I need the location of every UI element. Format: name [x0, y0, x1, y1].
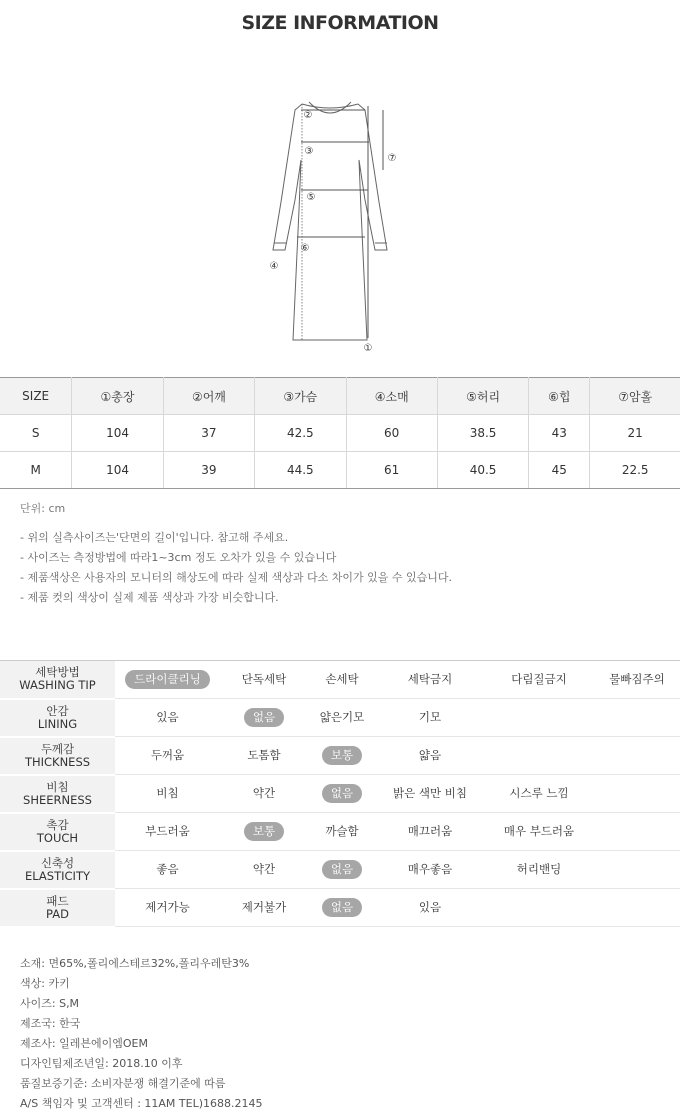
care-option-cell — [115, 813, 220, 851]
care-option: 까슬함 — [325, 824, 359, 838]
size-header-cell: SIZE — [0, 378, 72, 415]
size-cell: 42.5 — [255, 415, 346, 452]
care-option-cell — [484, 737, 594, 775]
care-label-ko: 두께감 — [40, 741, 75, 756]
size-cell: 37 — [163, 415, 254, 452]
care-option: 부드러움 — [145, 824, 190, 838]
care-label — [0, 661, 115, 699]
marker-sleeve: ④ — [269, 261, 279, 272]
care-option-cell — [484, 775, 594, 813]
care-label-ko: 비침 — [46, 779, 69, 794]
marker-chest: ③ — [304, 146, 314, 157]
care-label-en: SHEERNESS — [23, 792, 92, 807]
unit-label: 단위: cm — [20, 502, 66, 515]
care-option-cell — [376, 813, 484, 851]
care-label-en: TOUCH — [36, 830, 79, 845]
spec-item: 품질보증기준: 소비자분쟁 해결기준에 따름 — [20, 1077, 226, 1090]
care-option-selected: 보통 — [244, 822, 284, 841]
care-row — [0, 699, 680, 737]
care-option: 기모 — [418, 710, 442, 724]
care-option-cell — [220, 775, 308, 813]
size-cell: 22.5 — [590, 452, 680, 489]
care-option: 허리밴딩 — [516, 862, 562, 876]
care-option-selected: 보통 — [322, 746, 362, 765]
care-option-cell — [308, 699, 376, 737]
size-header-cell: ⑦암홀 — [590, 378, 680, 415]
size-header-cell: ⑥힙 — [529, 378, 590, 415]
care-option: 도톰함 — [247, 748, 281, 762]
care-option-cell — [594, 813, 680, 851]
care-option-cell — [376, 775, 484, 813]
care-option: 제거가능 — [145, 900, 190, 914]
care-option-cell — [376, 889, 484, 927]
size-header-cell: ①총장 — [72, 378, 163, 415]
care-option-cell — [115, 661, 220, 699]
care-option-cell — [308, 775, 376, 813]
care-label-en: WASHING TIP — [19, 678, 96, 693]
care-option: 약간 — [252, 786, 276, 800]
care-option-cell — [376, 851, 484, 889]
care-option-cell — [484, 699, 594, 737]
care-option-cell — [220, 661, 308, 699]
care-option: 매우좋음 — [407, 862, 453, 876]
care-row — [0, 813, 680, 851]
care-option: 매우 부드러움 — [503, 824, 575, 838]
care-option-cell — [115, 851, 220, 889]
care-option-cell — [115, 889, 220, 927]
care-label — [0, 737, 115, 775]
spec-item: 제조국: 한국 — [20, 1017, 81, 1030]
size-cell: M — [0, 452, 72, 489]
care-option-selected: 없음 — [244, 708, 284, 727]
page-title: SIZE INFORMATION — [241, 12, 439, 34]
care-option: 밝은 색만 비침 — [393, 786, 467, 800]
care-option: 약간 — [252, 862, 276, 876]
size-header-cell: ③가슴 — [255, 378, 346, 415]
care-option-cell — [594, 737, 680, 775]
care-label-en: THICKNESS — [24, 754, 91, 769]
care-option-cell — [220, 737, 308, 775]
size-cell: 104 — [72, 415, 163, 452]
size-cell: 60 — [346, 415, 437, 452]
size-header-cell: ②어깨 — [163, 378, 254, 415]
care-label — [0, 813, 115, 851]
care-row — [0, 737, 680, 775]
marker-hip: ⑥ — [300, 243, 310, 254]
care-option-cell — [594, 699, 680, 737]
care-option: 손세탁 — [325, 672, 359, 686]
care-option-cell — [376, 699, 484, 737]
care-label-ko: 촉감 — [46, 817, 69, 832]
size-header-cell: ④소매 — [346, 378, 437, 415]
care-option: 얇은기모 — [319, 710, 365, 724]
spec-item: 사이즈: S,M — [20, 997, 80, 1010]
care-label-ko: 신축성 — [40, 855, 75, 870]
care-option-cell — [594, 775, 680, 813]
care-option-cell — [115, 699, 220, 737]
size-cell: 40.5 — [437, 452, 528, 489]
care-option: 비침 — [156, 786, 179, 800]
care-option-cell — [376, 737, 484, 775]
size-cell: 38.5 — [437, 415, 528, 452]
size-cell: 21 — [590, 415, 680, 452]
care-option-cell — [220, 699, 308, 737]
care-option-cell — [484, 661, 594, 699]
spec-item: 제조사: 일레븐에이엠OEM — [20, 1037, 148, 1050]
size-cell: S — [0, 415, 72, 452]
care-label-ko: 안감 — [46, 703, 69, 718]
size-cell: 104 — [72, 452, 163, 489]
care-option-cell — [308, 737, 376, 775]
size-cell: 43 — [529, 415, 590, 452]
care-option-cell — [594, 851, 680, 889]
care-row — [0, 775, 680, 813]
table-row — [0, 415, 680, 452]
care-label — [0, 851, 115, 889]
spec-item: 색상: 카키 — [20, 977, 70, 990]
care-label-en: ELASTICITY — [25, 868, 90, 883]
size-cell: 45 — [529, 452, 590, 489]
care-row — [0, 851, 680, 889]
care-option: 단독세탁 — [241, 672, 287, 686]
product-specs — [20, 954, 263, 1114]
table-row — [0, 452, 680, 489]
care-option-cell — [484, 889, 594, 927]
size-notes — [20, 528, 452, 608]
marker-shoulder: ② — [303, 110, 313, 121]
care-option: 얇음 — [418, 748, 442, 762]
size-table-header — [0, 378, 680, 415]
size-cell: 44.5 — [255, 452, 346, 489]
care-label-ko: 패드 — [46, 893, 69, 908]
care-option-cell — [484, 813, 594, 851]
care-option: 제거불가 — [241, 900, 287, 914]
care-row — [0, 889, 680, 927]
note-item: - 사이즈는 측정방법에 따라1~3cm 정도 오차가 있을 수 있습니다 — [20, 551, 337, 564]
dress-diagram — [255, 90, 425, 360]
care-row — [0, 661, 680, 699]
care-option-cell — [308, 889, 376, 927]
care-option-cell — [594, 661, 680, 699]
care-option: 매끄러움 — [407, 824, 453, 838]
care-label — [0, 699, 115, 737]
care-option-cell — [594, 889, 680, 927]
care-option: 좋음 — [156, 862, 179, 876]
care-option-selected: 드라이클리닝 — [125, 670, 210, 689]
size-table — [0, 377, 680, 489]
note-item: - 위의 실측사이즈는'단면의 길이'입니다. 참고해 주세요. — [20, 531, 289, 544]
care-label — [0, 889, 115, 927]
care-option-cell — [220, 889, 308, 927]
care-option-cell — [220, 813, 308, 851]
care-option-cell — [308, 661, 376, 699]
care-option-selected: 없음 — [322, 784, 362, 803]
care-option: 물빠짐주의 — [609, 672, 665, 686]
spec-item: 디자인팀제조년일: 2018.10 이후 — [20, 1057, 183, 1070]
size-header-cell: ⑤허리 — [437, 378, 528, 415]
size-cell: 61 — [346, 452, 437, 489]
marker-waist: ⑤ — [306, 192, 316, 203]
care-option-selected: 없음 — [322, 898, 362, 917]
note-item: - 제품색상은 사용자의 모니터의 해상도에 따라 실제 색상과 다소 차이가 있을 수 있습니다. — [20, 571, 452, 584]
note-item: - 제품 컷의 색상이 실제 제품 색상과 가장 비슷합니다. — [20, 591, 279, 604]
care-label-ko: 세탁방법 — [35, 665, 80, 680]
spec-item: A/S 책임자 및 고객센터 : 11AM TEL)1688.2145 — [20, 1097, 263, 1110]
care-table — [0, 660, 680, 928]
care-option-cell — [115, 775, 220, 813]
marker-length: ① — [363, 343, 373, 354]
care-label — [0, 775, 115, 813]
size-cell: 39 — [163, 452, 254, 489]
marker-armhole: ⑦ — [387, 153, 397, 164]
care-option-cell — [376, 661, 484, 699]
care-option: 두꺼움 — [150, 748, 185, 762]
care-option: 세탁금지 — [407, 672, 453, 686]
care-option-cell — [484, 851, 594, 889]
care-option-cell — [115, 737, 220, 775]
care-option: 다림질금지 — [511, 672, 567, 686]
care-option-cell — [220, 851, 308, 889]
care-option: 있음 — [156, 710, 179, 724]
care-option-cell — [308, 851, 376, 889]
care-option: 있음 — [418, 900, 442, 914]
care-option-cell — [308, 813, 376, 851]
care-label-en: PAD — [46, 906, 69, 921]
care-option-selected: 없음 — [322, 860, 362, 879]
care-option: 시스루 느낌 — [509, 786, 569, 800]
spec-item: 소재: 면65%,폴리에스테르32%,폴리우레탄3% — [20, 957, 250, 970]
care-label-en: LINING — [37, 716, 78, 731]
